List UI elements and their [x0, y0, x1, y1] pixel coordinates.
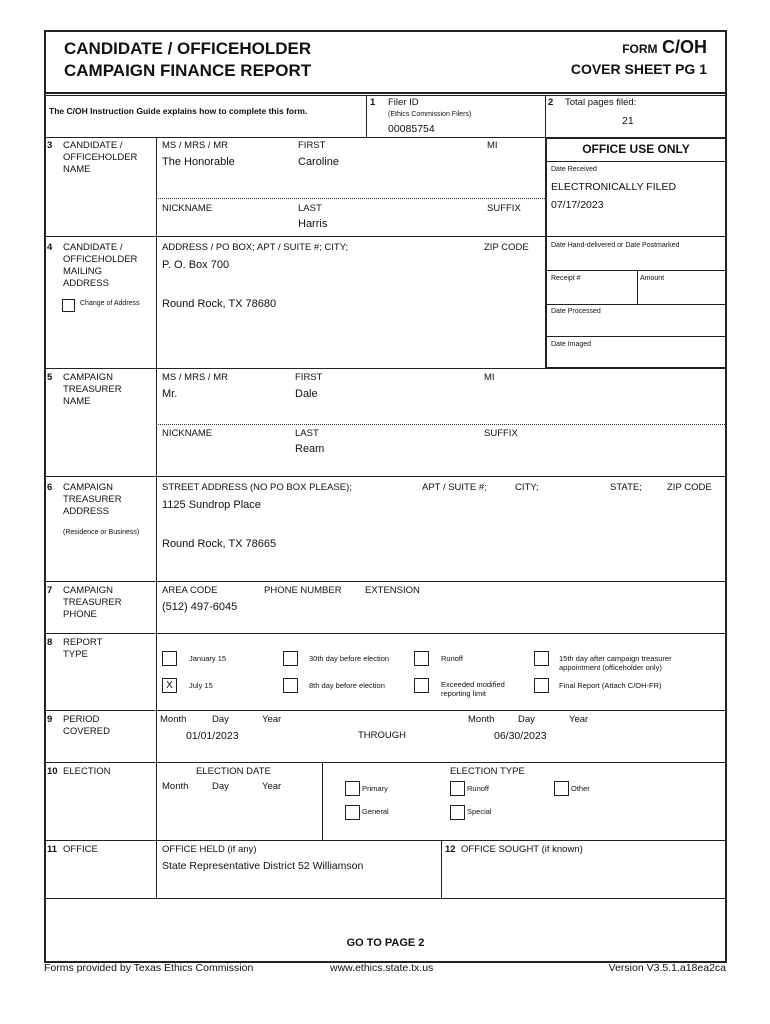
period-from-year-label: Year	[262, 714, 282, 725]
form-word: FORM	[622, 42, 658, 56]
treasurer-last-label: LAST	[295, 428, 319, 439]
section-7-num: 7	[47, 585, 53, 596]
primary-label: Primary	[362, 784, 388, 793]
amount-label: Amount	[640, 275, 665, 282]
pages-label: Total pages filed:	[565, 97, 637, 108]
treasurer-first-label: FIRST	[295, 372, 323, 383]
treasurer-first[interactable]: Dale	[295, 388, 318, 400]
filer-id-value: 00085754	[388, 123, 435, 135]
go-to-page-2[interactable]: GO TO PAGE 2	[346, 937, 425, 949]
period-to[interactable]: 06/30/2023	[494, 730, 547, 742]
section-6-num: 6	[47, 482, 53, 493]
section-6-sublabel: (Residence or Business)	[63, 529, 140, 536]
receipt-label: Receipt #	[551, 275, 581, 282]
election-type-label: ELECTION TYPE	[450, 766, 525, 777]
election-year-label: Year	[262, 781, 282, 792]
period-through: THROUGH	[358, 730, 407, 741]
election-month-label: Month	[162, 781, 189, 792]
change-of-address-checkbox[interactable]	[62, 299, 75, 312]
mailing-line2[interactable]: Round Rock, TX 78680	[162, 298, 277, 310]
section-4-num: 4	[47, 242, 53, 253]
jul15-checkbox[interactable]: X	[162, 678, 177, 693]
day15-label: 15th day after campaign treasurer appointment (officeholder only)	[559, 654, 672, 672]
runoff-election-label: Runoff	[467, 784, 489, 793]
pages-num: 2	[548, 97, 554, 108]
treasurer-mi-label: MI	[484, 372, 495, 383]
period-from-day-label: Day	[212, 714, 229, 725]
cover-sheet-label: COVER SHEET PG 1	[570, 61, 707, 77]
phone-number-label: PHONE NUMBER	[264, 585, 342, 596]
treasurer-phone[interactable]: (512) 497-6045	[162, 601, 238, 613]
candidate-last-label: LAST	[298, 203, 322, 214]
treasurer-prefix[interactable]: Mr.	[162, 388, 178, 400]
form-title-line2: CAMPAIGN FINANCE REPORT	[64, 61, 312, 80]
other-checkbox[interactable]	[554, 781, 569, 796]
filer-num: 1	[370, 97, 376, 108]
date-received-label: Date Received	[551, 166, 597, 173]
day8-label: 8th day before election	[309, 681, 385, 690]
day30-label: 30th day before election	[309, 654, 390, 663]
change-of-address-label: Change of Address	[80, 300, 140, 307]
day15-checkbox[interactable]	[534, 651, 549, 666]
form-title-line1: CANDIDATE / OFFICEHOLDER	[64, 39, 312, 58]
general-label: General	[362, 807, 389, 816]
treasurer-prefix-label: MS / MRS / MR	[162, 372, 228, 383]
treasurer-street-label: STREET ADDRESS (NO PO BOX PLEASE);	[162, 482, 352, 493]
candidate-nickname-label: NICKNAME	[162, 203, 213, 214]
treasurer-address-line2[interactable]: Round Rock, TX 78665	[162, 538, 277, 550]
period-from-month-label: Month	[160, 714, 187, 725]
candidate-mi-label: MI	[487, 140, 498, 151]
election-day-label: Day	[212, 781, 229, 792]
section-3-num: 3	[47, 140, 53, 151]
date-imaged-label: Date Imaged	[551, 341, 592, 348]
section-6-label: CAMPAIGN TREASURER ADDRESS	[63, 482, 122, 517]
section-9-num: 9	[47, 714, 53, 725]
footer-provider: Forms provided by Texas Ethics Commission	[44, 962, 254, 974]
instruction-text: The C/OH Instruction Guide explains how to complete this form.	[49, 106, 308, 116]
jan15-label: January 15	[189, 654, 227, 663]
extension-label: EXTENSION	[365, 585, 420, 596]
jan15-checkbox[interactable]	[162, 651, 177, 666]
section-11-num: 11	[47, 844, 58, 855]
candidate-first[interactable]: Caroline	[298, 156, 339, 168]
office-held[interactable]: State Representative District 52 Williamson	[162, 860, 364, 872]
mailing-zip-label: ZIP CODE	[484, 242, 529, 253]
section-3-label: CANDIDATE / OFFICEHOLDER NAME	[63, 140, 138, 175]
election-date-label: ELECTION DATE	[196, 766, 271, 777]
pages-value: 21	[622, 115, 634, 127]
office-sought-label: OFFICE SOUGHT (if known)	[461, 844, 583, 855]
final-report-checkbox[interactable]	[534, 678, 549, 693]
period-from[interactable]: 01/01/2023	[186, 730, 239, 742]
candidate-prefix-label: MS / MRS / MR	[162, 140, 228, 151]
treasurer-nickname-label: NICKNAME	[162, 428, 213, 439]
jul15-label: July 15	[189, 681, 213, 690]
special-checkbox[interactable]	[450, 805, 465, 820]
section-4-label: CANDIDATE / OFFICEHOLDER MAILING ADDRESS	[63, 242, 138, 289]
runoff-report-checkbox[interactable]	[414, 651, 429, 666]
mailing-line1[interactable]: P. O. Box 700	[162, 259, 230, 271]
treasurer-suffix-label: SUFFIX	[484, 428, 518, 439]
runoff-report-label: Runoff	[441, 654, 463, 663]
form-code: C/OH	[662, 37, 707, 57]
date-received-date: 07/17/2023	[551, 199, 604, 211]
candidate-suffix-label: SUFFIX	[487, 203, 521, 214]
office-use-title: OFFICE USE ONLY	[582, 142, 690, 156]
filer-label: Filer ID	[388, 97, 419, 108]
date-processed-label: Date Processed	[551, 308, 601, 315]
treasurer-apt-label: APT / SUITE #;	[422, 482, 487, 493]
section-12-num: 12	[445, 844, 456, 855]
treasurer-zip-label: ZIP CODE	[667, 482, 712, 493]
period-to-day-label: Day	[518, 714, 535, 725]
exceeded-checkbox[interactable]	[414, 678, 429, 693]
day30-checkbox[interactable]	[283, 651, 298, 666]
exceeded-label: Exceeded modified reporting limit	[441, 680, 505, 698]
period-to-year-label: Year	[569, 714, 589, 725]
treasurer-state-label: STATE;	[610, 482, 642, 493]
office-held-label: OFFICE HELD (if any)	[162, 844, 257, 855]
treasurer-address-line1[interactable]: 1125 Sundrop Place	[162, 499, 261, 511]
candidate-prefix[interactable]: The Honorable	[162, 156, 235, 168]
final-report-label: Final Report (Attach C/OH-FR)	[559, 681, 662, 690]
section-7-label: CAMPAIGN TREASURER PHONE	[63, 585, 122, 620]
section-9-label: PERIOD COVERED	[63, 714, 110, 737]
candidate-first-label: FIRST	[298, 140, 326, 151]
area-code-label: AREA CODE	[162, 585, 218, 596]
runoff-election-checkbox[interactable]	[450, 781, 465, 796]
date-received-value: ELECTRONICALLY FILED	[551, 181, 677, 193]
section-8-num: 8	[47, 637, 53, 648]
filer-sublabel: (Ethics Commission Filers)	[388, 111, 472, 118]
special-label: Special	[467, 807, 492, 816]
footer-version: Version V3.5.1.a18ea2ca	[608, 962, 726, 974]
section-11-label: OFFICE	[63, 844, 98, 855]
hand-delivered-label: Date Hand-delivered or Date Postmarked	[551, 242, 680, 249]
section-5-num: 5	[47, 372, 53, 383]
section-8-label: REPORT TYPE	[63, 637, 103, 660]
section-10-label: ELECTION	[63, 766, 111, 777]
other-label: Other	[571, 784, 590, 793]
section-5-label: CAMPAIGN TREASURER NAME	[63, 372, 122, 407]
treasurer-city-label: CITY;	[515, 482, 539, 493]
primary-checkbox[interactable]	[345, 781, 360, 796]
treasurer-last[interactable]: Ream	[295, 443, 325, 455]
footer-url[interactable]: www.ethics.state.tx.us	[330, 962, 434, 974]
day8-checkbox[interactable]	[283, 678, 298, 693]
candidate-last[interactable]: Harris	[298, 218, 328, 230]
period-to-month-label: Month	[468, 714, 495, 725]
form-id	[622, 37, 707, 58]
mailing-address-label: ADDRESS / PO BOX; APT / SUITE #; CITY;	[162, 242, 349, 253]
section-10-num: 10	[47, 766, 58, 777]
general-checkbox[interactable]	[345, 805, 360, 820]
